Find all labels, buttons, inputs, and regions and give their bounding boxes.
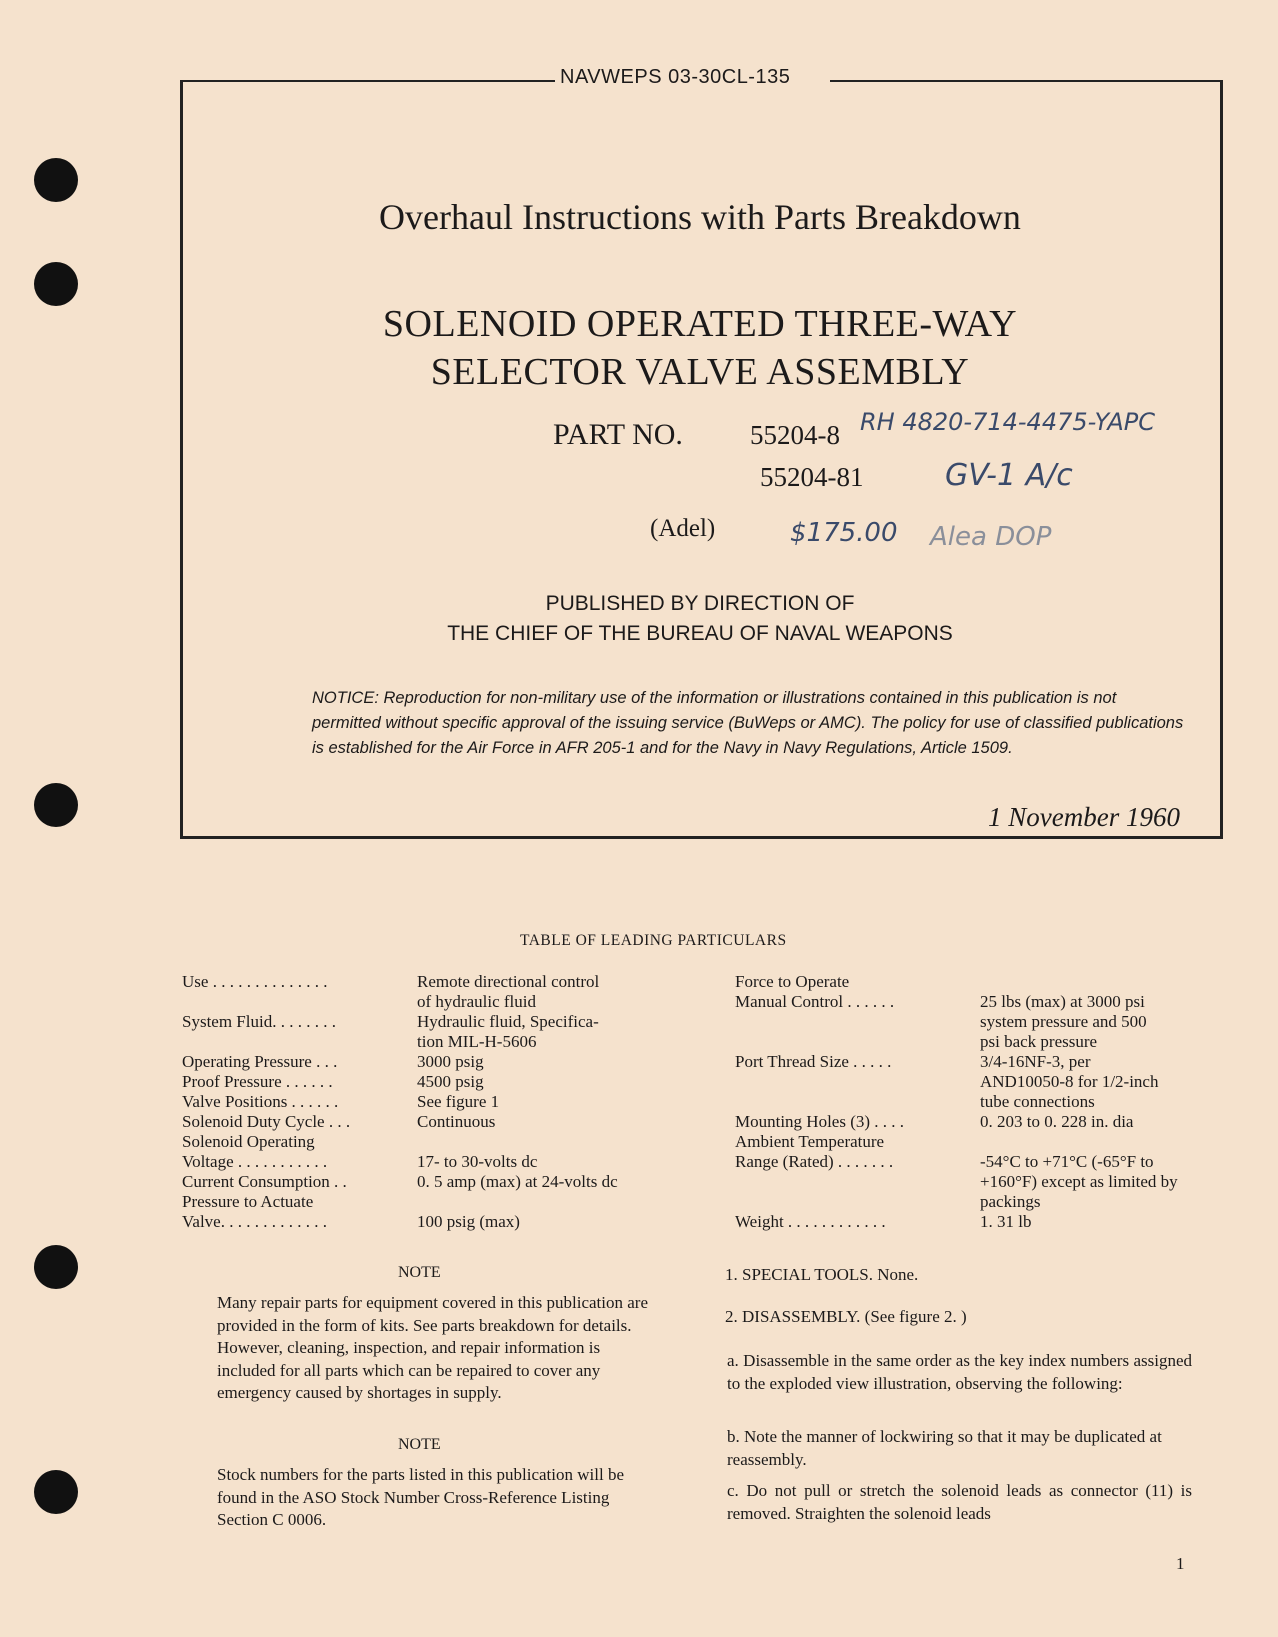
particular-row	[735, 1152, 1178, 1172]
particular-value: -54°C to +71°C (-65°F to	[980, 1152, 1154, 1171]
particular-label: Weight . . . . . . . . . . . .	[735, 1212, 886, 1231]
particular-label: Proof Pressure . . . . . .	[182, 1072, 333, 1091]
particular-label: Solenoid Duty Cycle . . .	[182, 1112, 351, 1131]
particular-label	[735, 1172, 980, 1192]
page-number: 1	[1176, 1554, 1185, 1573]
subject-line-1: SOLENOID OPERATED THREE-WAY	[382, 303, 1018, 345]
handwritten-aircraft: GV-1 A/c	[945, 458, 1073, 493]
note-heading-2: NOTE	[398, 1436, 441, 1453]
particular-label: Port Thread Size . . . . .	[735, 1052, 892, 1071]
particular-value: 1. 31 lb	[980, 1212, 1032, 1231]
binder-hole	[34, 262, 78, 306]
particular-value: +160°F) except as limited by	[980, 1172, 1178, 1191]
particular-value: 3000 psig	[417, 1052, 484, 1071]
step-c: c. Do not pull or stretch the solenoid leads as connector (11) is removed. Straighten the solenoid leads	[727, 1481, 1192, 1523]
part-number-1: 55204-8	[750, 420, 840, 450]
particular-value: 25 lbs (max) at 3000 psi	[980, 992, 1145, 1011]
particular-value: packings	[980, 1192, 1041, 1211]
handwritten-note: Alea DOP	[930, 522, 1052, 552]
particular-row	[735, 1112, 1178, 1132]
particular-label: Ambient Temperature	[735, 1132, 885, 1151]
particular-value: tion MIL-H-5606	[417, 1032, 537, 1051]
particular-label: Current Consumption . .	[182, 1172, 347, 1191]
particular-label: Manual Control . . . . . .	[735, 992, 895, 1011]
particular-label: Operating Pressure . . .	[182, 1052, 338, 1071]
particular-value: 0. 5 amp (max) at 24-volts dc	[417, 1172, 618, 1191]
particular-row	[182, 1012, 618, 1032]
section-special-tools: 1. SPECIAL TOOLS. None.	[725, 1265, 919, 1284]
particular-label: Pressure to Actuate	[182, 1192, 314, 1211]
particular-row	[182, 1172, 618, 1192]
left-particulars	[182, 972, 618, 1232]
particular-value: system pressure and 500	[980, 1012, 1147, 1031]
published-line-2: THE CHIEF OF THE BUREAU OF NAVAL WEAPONS	[447, 622, 953, 645]
document-title: Overhaul Instructions with Parts Breakdown	[379, 197, 1021, 237]
particular-value: 17- to 30-volts dc	[417, 1152, 538, 1171]
particular-row	[182, 1212, 618, 1232]
particular-value: tube connections	[980, 1092, 1095, 1111]
frame-top-right	[830, 80, 1220, 82]
particular-row	[735, 1032, 1178, 1052]
section-disassembly: 2. DISASSEMBLY. (See figure 2. )	[725, 1307, 967, 1326]
particular-label: System Fluid. . . . . . . .	[182, 1012, 336, 1031]
particular-label	[735, 1072, 980, 1092]
particular-row	[735, 1172, 1178, 1192]
particular-value: 0. 203 to 0. 228 in. dia	[980, 1112, 1134, 1131]
subject-line-2: SELECTOR VALVE ASSEMBLY	[430, 351, 970, 393]
particular-value: Continuous	[417, 1112, 496, 1131]
particular-row	[182, 1192, 618, 1212]
particular-label: Solenoid Operating	[182, 1132, 315, 1151]
particular-row	[182, 1052, 618, 1072]
particular-row	[182, 1112, 618, 1132]
particular-label: Range (Rated) . . . . . . .	[735, 1152, 894, 1171]
note-text-2: Stock numbers for the parts listed in this publication will be found in the ASO Stock Number Cross-Reference Listing Section C 0006.	[217, 1465, 624, 1529]
frame-top-left	[180, 80, 555, 82]
particular-value: See figure 1	[417, 1092, 500, 1111]
particular-value: psi back pressure	[980, 1032, 1098, 1051]
particular-row	[182, 1072, 618, 1092]
particular-value: 100 psig (max)	[417, 1212, 520, 1231]
note-text-1: Many repair parts for equipment covered in this publication are provided in the form of kits. See parts breakdown for details. However, cleaning, inspection, and repair information is included for all parts which can be repaired to cover any emergency caused by shortages in supply.	[217, 1293, 648, 1402]
particular-label	[735, 1192, 980, 1212]
particular-label	[182, 1032, 417, 1052]
particular-value: 3/4-16NF-3, per	[980, 1052, 1091, 1071]
particular-row	[735, 1212, 1178, 1232]
particular-value: AND10050-8 for 1/2-inch	[980, 1072, 1159, 1091]
particular-label: Voltage . . . . . . . . . . .	[182, 1152, 328, 1171]
particular-row	[735, 1072, 1178, 1092]
particular-row	[182, 992, 618, 1012]
particular-row	[182, 1132, 618, 1152]
published-line-1: PUBLISHED BY DIRECTION OF	[545, 592, 855, 615]
particular-row	[735, 972, 1178, 992]
handwritten-price: $175.00	[790, 518, 898, 548]
particular-value: Hydraulic fluid, Specifica-	[417, 1012, 599, 1031]
particular-label: Valve Positions . . . . . .	[182, 1092, 339, 1111]
note-heading-1: NOTE	[398, 1264, 441, 1281]
particular-row	[182, 1152, 618, 1172]
binder-hole	[34, 158, 78, 202]
particular-label	[735, 1092, 980, 1112]
binder-hole	[34, 783, 78, 827]
particular-row	[735, 1052, 1178, 1072]
right-particulars	[735, 972, 1178, 1232]
particular-label: Valve. . . . . . . . . . . . .	[182, 1212, 327, 1231]
particular-row	[735, 1092, 1178, 1112]
particular-label: Mounting Holes (3) . . . .	[735, 1112, 905, 1131]
particular-row	[735, 1192, 1178, 1212]
particular-row	[182, 1032, 618, 1052]
manufacturer: (Adel)	[650, 515, 716, 542]
binder-hole	[34, 1245, 78, 1289]
handwritten-stock-number: RH 4820-714-4475-YAPC	[860, 408, 1155, 436]
part-number-2: 55204-81	[760, 462, 864, 492]
particular-row	[735, 1132, 1178, 1152]
notice: NOTICE: Reproduction for non-military use of the information or illustrations contained in this publication is not permitted without specific approval of the issuing service (BuWeps or AMC). The policy for use of classified publications is established for the Air Force in AFR 205-1 and for the Navy in Navy Regulations, Article 1509.	[312, 689, 1184, 757]
part-label: PART NO.	[553, 418, 683, 451]
particular-value: 4500 psig	[417, 1072, 484, 1091]
particular-row	[735, 1012, 1178, 1032]
publication-date: 1 November 1960	[988, 802, 1180, 832]
step-b: b. Note the manner of lockwiring so that it may be duplicated at reassembly.	[727, 1427, 1162, 1469]
step-a: a. Disassemble in the same order as the key index numbers assigned to the exploded view illustration, observing the following:	[727, 1351, 1192, 1393]
particular-row	[735, 992, 1178, 1012]
particular-row	[182, 1092, 618, 1112]
particular-label	[735, 1032, 980, 1052]
particular-label	[735, 1012, 980, 1032]
particular-label: Force to Operate	[735, 972, 850, 991]
particular-label	[182, 992, 417, 1012]
particular-label: Use . . . . . . . . . . . . . .	[182, 972, 328, 991]
binder-hole	[34, 1470, 78, 1514]
particular-value: of hydraulic fluid	[417, 992, 536, 1011]
particular-value: Remote directional control	[417, 972, 600, 991]
document-number: NAVWEPS 03-30CL-135	[560, 66, 791, 88]
table-title: TABLE OF LEADING PARTICULARS	[520, 932, 787, 949]
particular-row	[182, 972, 618, 992]
